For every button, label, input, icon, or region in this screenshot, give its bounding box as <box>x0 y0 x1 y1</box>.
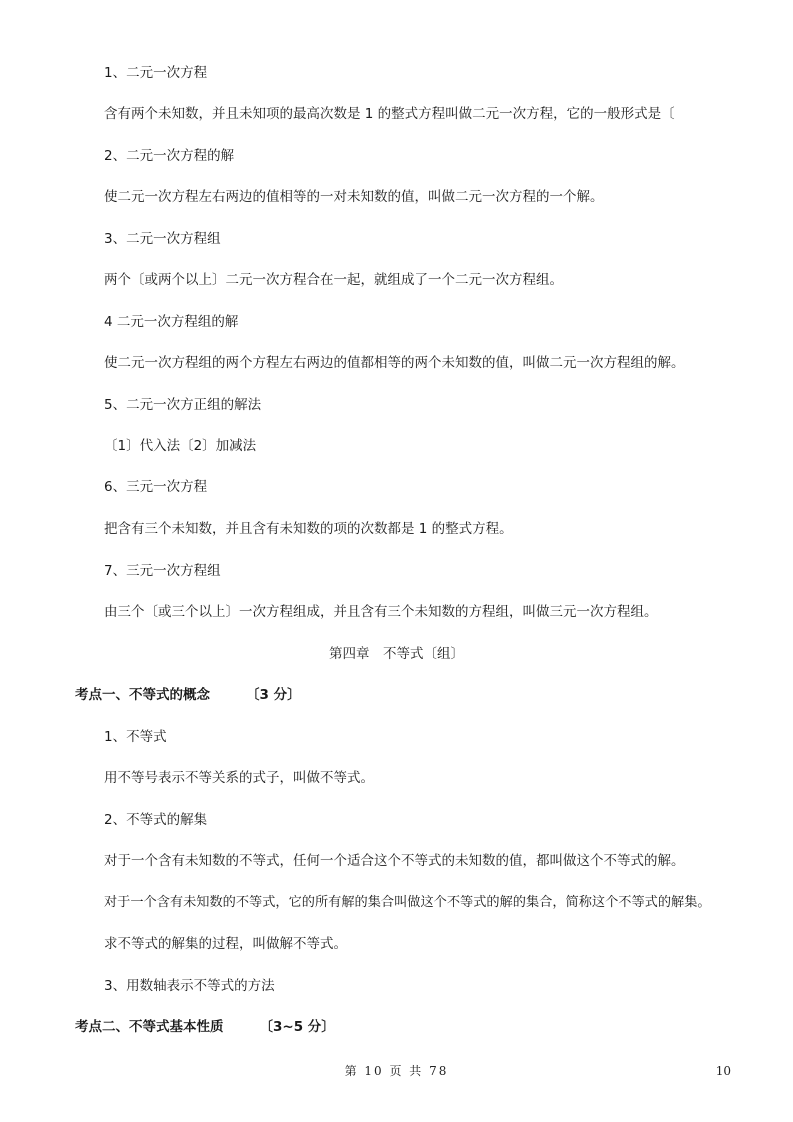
section-heading: 4 二元一次方程组的解 <box>104 314 239 330</box>
paragraph: 使二元一次方程左右两边的值相等的一对未知数的值，叫做二元一次方程的一个解。 <box>104 189 604 205</box>
kaodian-heading <box>75 1017 335 1037</box>
paragraph: 对于一个含有未知数的不等式，它的所有解的集合叫做这个不等式的解的集合，简称这个不等式的解集。 <box>104 895 711 910</box>
kaodian-score: 〔3~5 分〕 <box>259 1019 335 1035</box>
section-heading: 5、二元一次方正组的解法 <box>104 397 262 413</box>
section-heading: 2、二元一次方程的解 <box>104 148 235 164</box>
paragraph: 两个〔或两个以上〕二元一次方程合在一起，就组成了一个二元一次方程组。 <box>104 272 563 288</box>
kaodian-heading <box>75 685 301 705</box>
kaodian-title: 考点二、不等式基本性质 <box>75 1019 224 1035</box>
section-heading: 2、不等式的解集 <box>104 812 208 828</box>
paragraph: 含有两个未知数，并且未知项的最高次数是 1 的整式方程叫做二元一次方程，它的一般形式是〔 <box>104 106 675 122</box>
paragraph: 把含有三个未知数，并且含有未知数的项的次数都是 1 的整式方程。 <box>104 521 513 537</box>
paragraph: 由三个〔或三个以上〕一次方程组成，并且含有三个未知数的方程组，叫做三元一次方程组。 <box>104 604 658 620</box>
page-number: 10 <box>715 1064 731 1078</box>
chapter-title: 第四章 不等式〔组〕 <box>329 646 464 662</box>
section-heading: 1、二元一次方程 <box>104 65 208 81</box>
paragraph: 对于一个含有未知数的不等式，任何一个适合这个不等式的未知数的值，都叫做这个不等式的解。 <box>104 853 685 869</box>
kaodian-title: 考点一、不等式的概念 <box>75 687 210 703</box>
section-heading: 6、三元一次方程 <box>104 479 208 495</box>
section-heading: 1、不等式 <box>104 729 167 745</box>
section-heading: 3、二元一次方程组 <box>104 231 221 247</box>
paragraph: 〔1〕代入法〔2〕加减法 <box>104 438 257 454</box>
paragraph: 使二元一次方程组的两个方程左右两边的值都相等的两个未知数的值，叫做二元一次方程组的解。 <box>104 355 685 371</box>
page-info: 第 10 页 共 78 <box>344 1064 449 1078</box>
paragraph: 求不等式的解集的过程，叫做解不等式。 <box>104 936 347 952</box>
section-heading: 3、用数轴表示不等式的方法 <box>104 978 275 994</box>
kaodian-score: 〔3 分〕 <box>246 687 301 703</box>
paragraph: 用不等号表示不等关系的式子，叫做不等式。 <box>104 770 374 786</box>
section-heading: 7、三元一次方程组 <box>104 563 221 579</box>
